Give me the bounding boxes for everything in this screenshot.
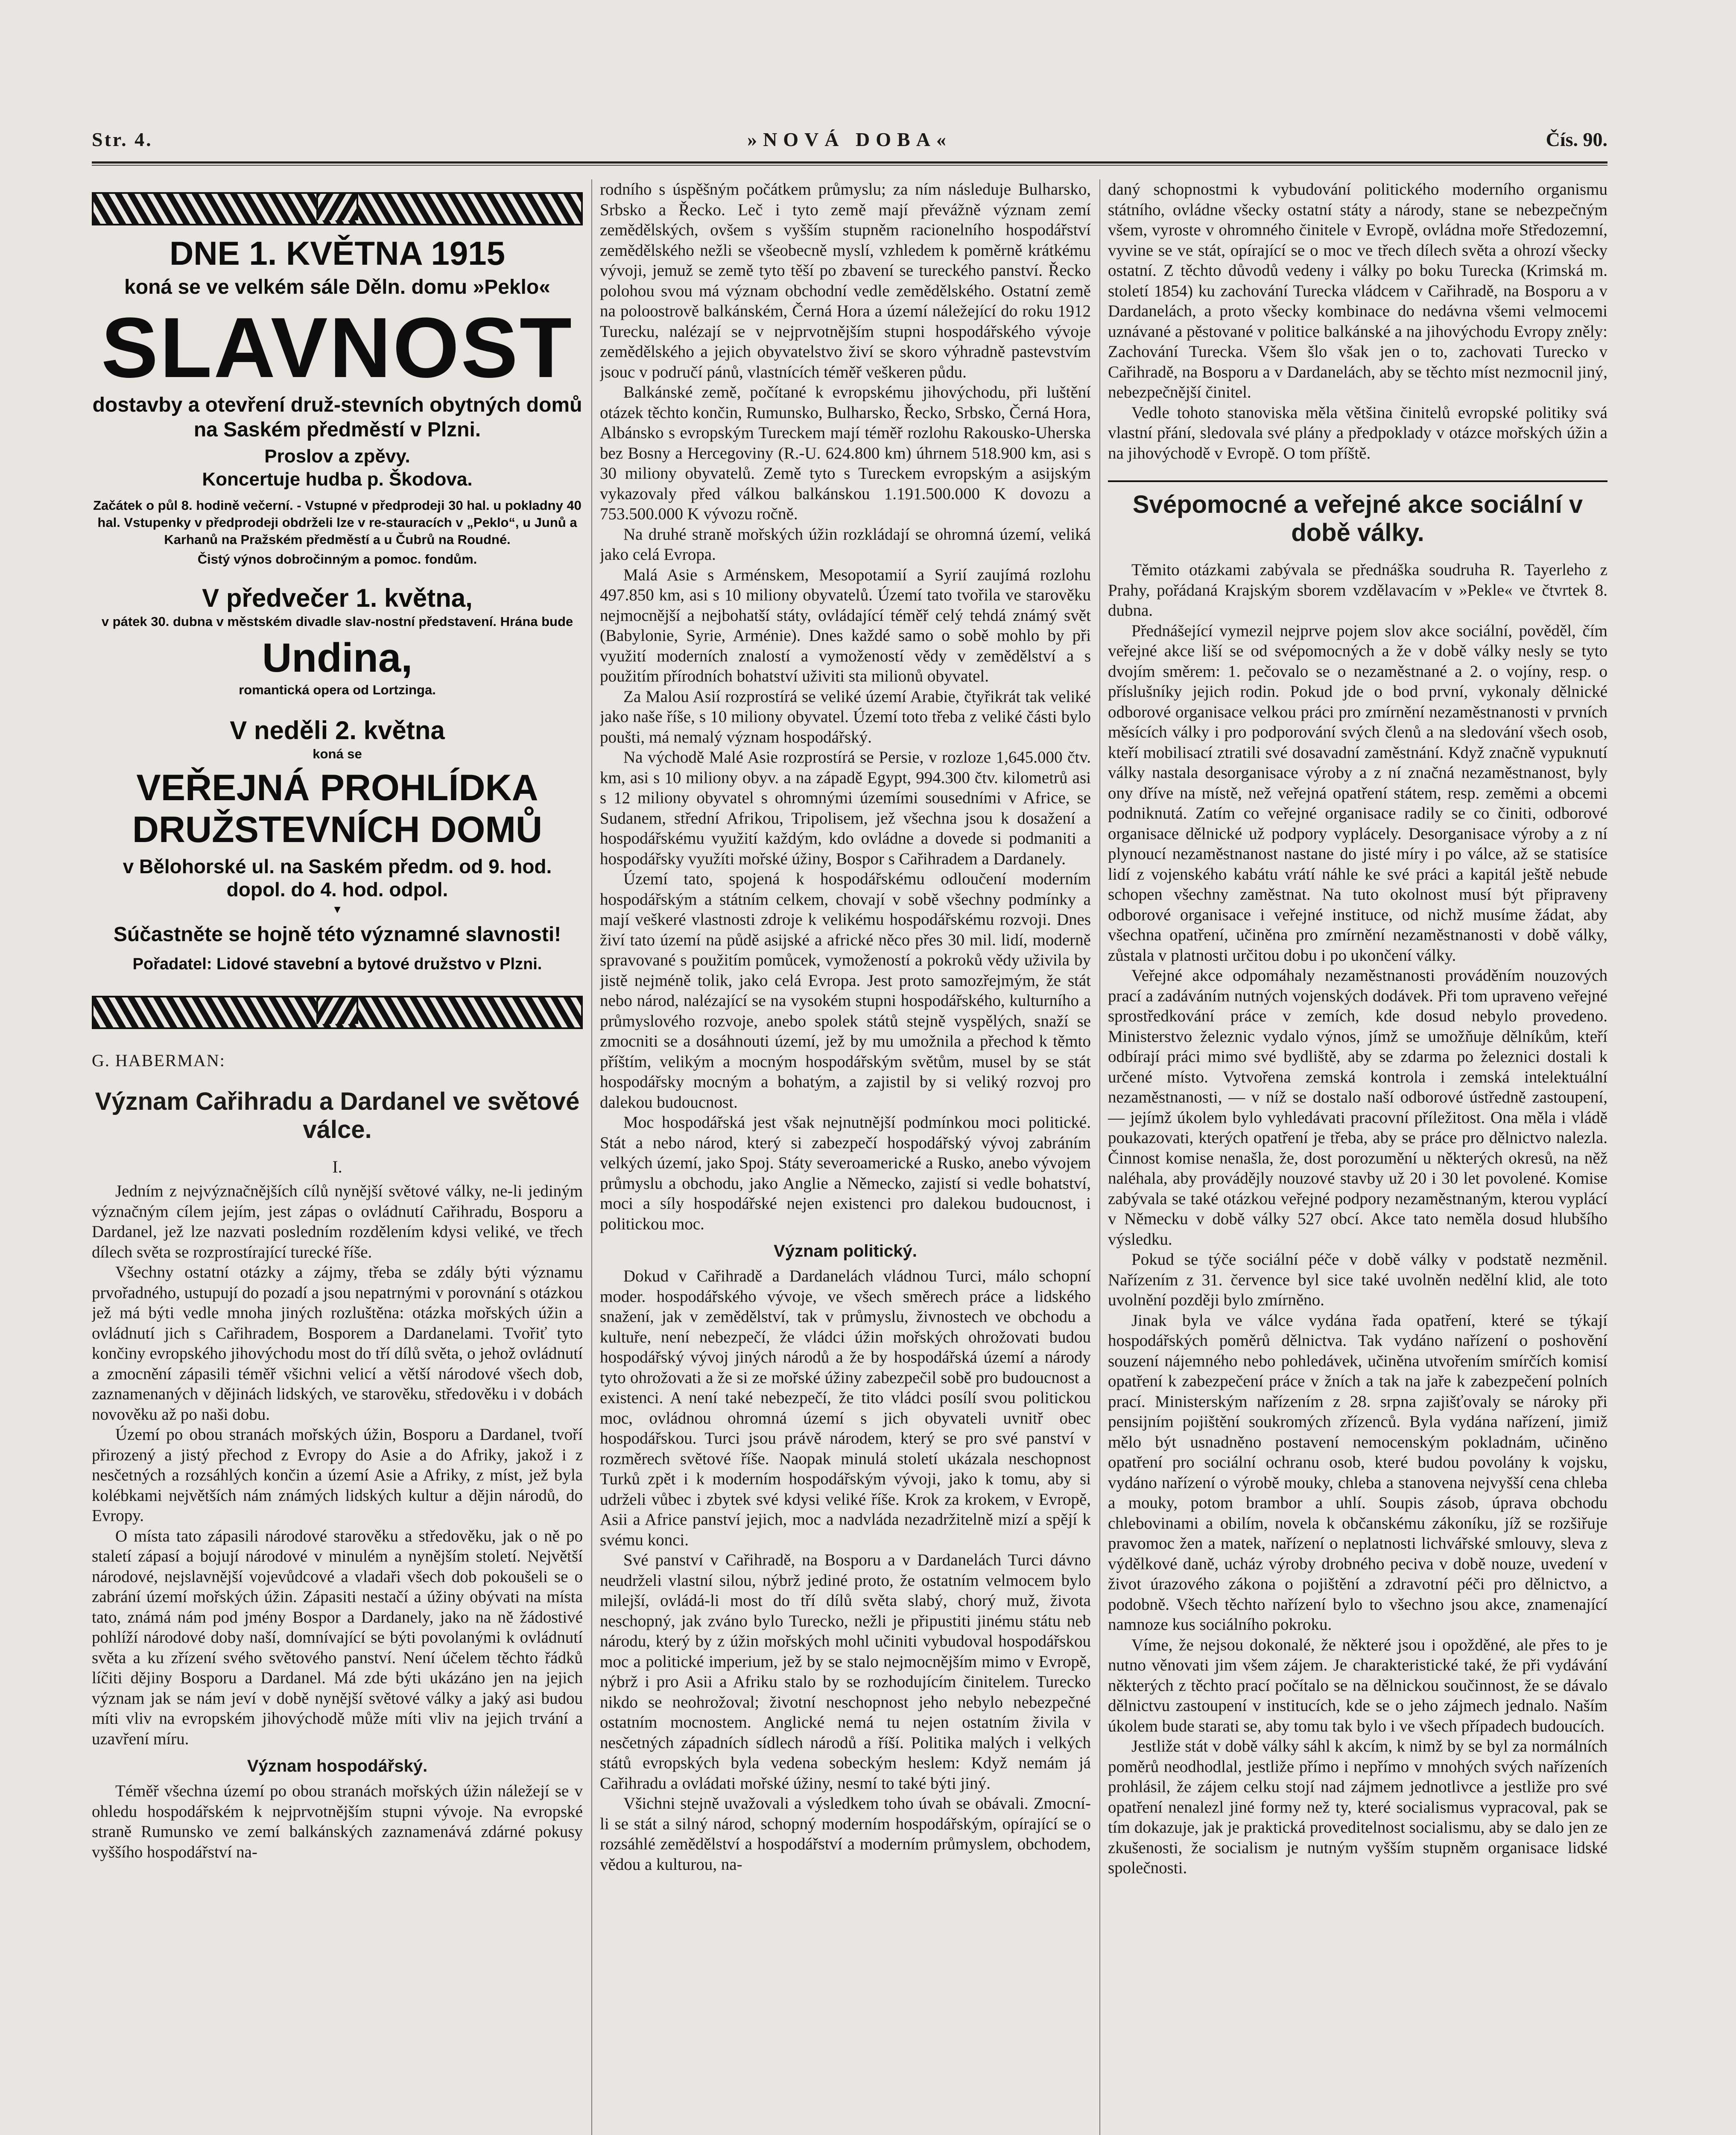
ad-location: v Bělohorské ul. na Saském předm. od 9. hod. dopol. do 4. hod. odpol. <box>123 855 552 901</box>
article-separator <box>1108 480 1607 482</box>
ad-opera-subtitle: romantická opera od Lortzinga. <box>239 682 436 697</box>
paragraph: Vedle tohoto stanoviska měla většina činitelů evropské politiky svá vlastní přání, sledovala své plány a předpoklady v otázce mořských úžin a na jihovýchodě v Evropě. O tom příště. <box>1108 403 1607 462</box>
ad-ornament: ▾ <box>334 902 341 916</box>
ad-eve-text: v pátek 30. dubna v městském divadle slav-nostní představení. Hrána bude <box>101 614 573 629</box>
paragraph: Moc hospodářská jest však nejnutnější podmínkou moci politické. Stát a nebo národ, který si zabezpečí hospodářský vývoj zabráním velkých území, jako Spoj. Státy severoamerické a Rusko, anebo vývojem průmyslu a obchodu, jako Anglie a Německo, zajistí si vedle bohatství, moci a síly hospodářské nejen existenci pro dalekou budoucnost, i politickou moc. <box>600 1113 1091 1233</box>
paragraph: Na druhé straně mořských úžin rozkládají se ohromná území, veliká jako celá Evropa. <box>600 525 1091 564</box>
column-divider <box>1099 179 1100 2135</box>
paragraph: Balkánské země, počítané k evropskému jihovýchodu, při luštění otázek těchto končin, Rumunsko, Bulharsko, Řecko, Srbsko, Černá Hora, Albánsko s evropským Tureckem mají téměř rozlohu Rakousko-Uherska bez Bosny a Hercegoviny (R.-U. 624.800 km) úhrnem 518.900 km, asi s 30 miliony obyvatelů. Země tyto s Tureckem evropským a asijským vykazovaly před válkou balkánskou 1.191.500.000 K dovozu a 753.500.000 K vývozu ročně. <box>600 383 1091 523</box>
ad-purpose: dostavby a otevření druž-stevních obytných domů na Saském předměstí v Plzni. <box>92 394 582 441</box>
ad-opera: Undina, <box>262 635 412 681</box>
paragraph: Za Malou Asií rozprostírá se veliké území Arabie, čtyřikrát tak veliké jako naše říše, s 10 miliony obyvatel. Území toto třeba z veliké části bylo poušti, má nemalý význam hospodářský. <box>600 687 1091 746</box>
column-1 <box>92 179 583 2135</box>
header-rule-thin <box>92 165 1607 166</box>
ad-inspection: VEŘEJNÁ PROHLÍDKA DRUŽSTEVNÍCH DOMŮ <box>132 767 543 850</box>
ad-info: Začátek o půl 8. hodině večerní. - Vstupné v předprodeji 30 hal. u pokladny 40 hal. Vstupenky v předprodeji obdrželi lze v re-stauracích v „Peklo“, u Junů a Karhanů na Pražském předměstí a u Čubrů na Roudné. <box>93 498 582 547</box>
paragraph: Pokud se týče sociální péče v době války v podstatě nezměnil. Nařízením z 31. července byl sice také uvolněn nedělní klid, ale toto uvolnění později bylo zmírněno. <box>1108 1250 1607 1309</box>
page-number: Str. 4. <box>92 129 153 150</box>
header-rule <box>92 161 1607 164</box>
subheading: Význam politický. <box>774 1242 917 1261</box>
paragraph: Všichni stejně uvažovali a výsledkem toho úvah se obávali. Zmocní-li se stát a silný národ, schopný moderním hospodářským, opírající se o rozsáhlé zemědělství a hospodářství a moderním průmyslem, obchodem, vědou a kulturou, na- <box>600 1794 1091 1874</box>
ad-venue: koná se ve velkém sále Děln. domu »Peklo« <box>124 276 550 298</box>
subheading: Význam hospodářský. <box>247 1757 428 1775</box>
ad-call: Súčastněte se hojně této významné slavnosti! <box>113 923 561 946</box>
paragraph: Téměř všechna území po obou stranách mořských úžin náležejí se v ohledu hospodářském k nejprvotnějším stupni vývoje. Na evropské straně Rumunsko ve zemí balkánských zaznamenává zdárné pokusy vyššího hospodářství na- <box>92 1782 583 1861</box>
paragraph: Území tato, spojená k hospodářskému odloučení moderním hospodářským a státním celkem, chovají v sobě všechny podmínky a mají veškeré vlastnosti zdroje k velikému hospodářskému rozvoji. Dnes živí tato území na půdě asijské a africké něco přes 30 mil. lidí, moderně spravované s použitím pomůcek, vymožeností a pokroků vědy uživila by jistě nejméně tolik, jako celá Evropa. Jest proto samozřejmým, že stát nebo národ, nalézající se na vysokém stupni hospodářského, kulturního a průmyslového rozvoje, anebo spolek států stejně vyspělých, snaží se zmocniti se a dosáhnouti území, jež by mu umožnila a přechod k těmto příštím, velikým a mocným hospodářským světům, musel by se stát hospodářsky mocným a bohatým, a zajistil by si veliký rozvoj pro dalekou budoucnost. <box>600 870 1091 1111</box>
ad-music: Koncertuje hudba p. Škodova. <box>202 469 473 490</box>
ad-speech: Proslov a zpěvy. <box>264 446 410 467</box>
ad-sunday-text: koná se <box>313 746 362 761</box>
article-title: Význam Cařihradu a Dardanel ve světové válce. <box>95 1088 580 1144</box>
paragraph: daný schopnostmi k vybudování politického moderního organismu státního, ovládne všecky ostatní státy a národy, stane se nebezpečným všem, vyroste v ohromného činitele v Evropě, ovládna moře Středozemní, vyvine se ve stát, opírající se o moc ve třech dílech světa a ohrozí všecky ostatní. Z těchto důvodů vedeny i války po boku Turecka (Krimská m. století 1854) ku zachování Turecka vládcem v Cařihradě, na Bosporu a v Dardanelách, a proto všecky kombinace do nedávna všemi velmocemi uznávané a pěstované v politice balkánské a na jihovýchodu Evropy zněly: Zachování Turecka. Všem šlo však jen o to, zachovati Turecko v Cařihradě, na Bosporu a v Dardanelách, aby se těchto míst nezmocnil jiný, nebezpečnější činitel. <box>1108 180 1607 401</box>
paragraph: Jestliže stát v době války sáhl k akcím, k nimž by se byl za normálních poměrů neodhodlal, jestliže přímo i nepřímo v mnohých svých nařízeních prohlásil, že zájem celku stojí nad zájmem jednotlivce a jestliže pro své opatření nenalezl jiné formy než ty, které socialismus vypracoval, pak se tím dokazuje, jak je praktická proveditelnost socialismu, aby se dalo jen ze zkušenosti, že socialism je nutným vyšším stupněm organisace lidské společnosti. <box>1108 1737 1607 1877</box>
paragraph: Malá Asie s Arménskem, Mesopotamií a Syrií zaujímá rozlohu 497.850 km, asi s 10 miliony obyvatelů. Území tato tvořila ve starověku nejmocnější a nejbohatší státy, ovládající téměř celý tehdá známý svět (Babylonie, Syrie, Arménie). Dnes každé samo o sobě mohlo by při využití moderních znalostí a vymožeností vědy v zemědělství a s použitím přírodních bohatství uživiti sta milionů obyvatel. <box>600 565 1091 685</box>
article-body <box>92 1181 583 1862</box>
paragraph: Veřejné akce odpomáhaly nezaměstnanosti prováděním nouzových prací a zadáváním nutných vojenských dodávek. Při tom upraveno veřejné sprostředkování práce v zemích, kde dosud nebylo provedeno. Ministerstvo železnic vydalo výnos, jímž se umožňuje dělníkům, kteří odbírají práci mimo své bydliště, aby se zdarma po železnici dostali k určené místo. Vytvořena zemská kontrola i zemská intelektuální nezaměstnanosti, — v níž se dostalo naší odborové ústředně zastoupení, — jejímž úkolem bylo vyhledávati pracovní příležitost. Ona měla i vládě poukazovati, kterých opatření je třeba, aby se práce pro dělnictvo nalezla. Činnost komise nenašla, že, dost porozumění u některých okresů, na něž naléhala, aby provádějly nouzové stavby už 20 i 30 let povolené. Komise zabývala se také otázkou veřejné podpory nezaměstnaným, kterou vyplácí v Německu v době války 527 obcí. Akce tato neměla dosud hlubšího výsledku. <box>1108 966 1607 1249</box>
paragraph: rodního s úspěšným počátkem průmyslu; za ním následuje Bulharsko, Srbsko a Řecko. Leč i tyto země mají převážně význam zemí zemědělských, ovšem s vyšším stupněm racionelního hospodářství zemědělského nežli se všeobecně myslí, vzhledem k poměrně krátkému vývoji, jemuž se země tyto těší po zbavení se tureckého panství. Řecko polohou svou má význam obchodní vedle zemědělského. Ostatní země na poloostrově balkánském, Černá Hora a území náležející do roku 1912 Turecku, nalézají se v nejprvotnějším stupni hospodářského vývoje zemědělského a jejich obyvatelstvo živí se skoro výhradně pastevstvím jsouc v područí pánů, vlastnících téměř veškeren půdu. <box>600 180 1091 381</box>
event-advertisement <box>92 234 583 974</box>
column-divider <box>591 179 592 2135</box>
paragraph: Jedním z nejvýznačnějších cílů nynější světové války, ne-li jediným význačným cílem jejím, jest zápas o ovládnutí Cařihradu, Bosporu a Dardanel, jež lze nazvati posledním rozdělením kdysi veliké, ve třech dílech světa se rozprostírající turecké říše. <box>92 1182 583 1261</box>
ad-organizer: Pořadatel: Lidové stavební a bytové družstvo v Plzni. <box>132 955 542 973</box>
paragraph: Víme, že nejsou dokonalé, že některé jsou i opožděné, ale přes to je nutno věnovati jim všem zájem. Je charakteristické také, že při vydávání některých z těchto prací počítalo se na dělnickou součinnost, že se dávalo dělnictvu zastoupení v institucích, kde se o jeho zájmech jednalo. Naším úkolem bude starati se, aby tomu tak bylo i ve všech případech budoucích. <box>1108 1635 1607 1735</box>
decorative-border <box>92 192 583 225</box>
paragraph: Všechny ostatní otázky a zájmy, třeba se zdály býti významu prvořadného, ustupují do pozadí a jsou nepatrnými v porovnání s otázkou jež má býti vedle mnoha jiných rozluštěna: otázka mořských úžin a ovládnutí jich s Cařihradem, Bosporem a Dardanelami. Tvořiť tyto končiny evropského jihovýchodu most do tří dílů světa, o jehož ovládnutí a zmocnění zápasili téměř všichni velicí a větší národové všech dob, zaznamenaných v dějinách lidských, ve starověku, středověku i v dobách novověku až po naši dobu. <box>92 1263 583 1424</box>
column-2 <box>600 179 1091 2135</box>
article-author: G. HABERMAN: <box>92 1051 225 1070</box>
ad-main-title: SLAVNOST <box>101 300 574 395</box>
ad-eve-title: V předvečer 1. května, <box>202 584 473 612</box>
ad-sunday-title: V neděli 2. května <box>230 716 445 745</box>
ad-date: DNE 1. KVĚTNA 1915 <box>169 234 506 272</box>
paragraph: Těmito otázkami zabývala se přednáška soudruha R. Tayerleho z Prahy, pořádaná Krajským sborem vzdělavacím v »Pekle« ve čtvrtek 8. dubna. <box>1108 561 1607 620</box>
section-number: I. <box>332 1157 342 1176</box>
paragraph: Přednášející vymezil nejprve pojem slov akce sociální, pověděl, čím veřejné akce liší se od svépomocných a že v době války nesly se tyto dvojím směrem: 1. pečovalo se o nezaměstnané a 2. o vojíny, resp. o příslušníky jejich rodin. Pokud jde o bod první, vykonaly dělnické odborové organisace velkou práci pro zmírnění nezaměstnanosti v prvních měsících války i pro podporování svých členů a na sledování všech osob, kteří mobilisací ztratili své dosavadní zaměstnání. Když značně vypuknutí války nastala desorganisace výroby a z ní značná nezaměstnanost, byly ony dříve na místě, než veřejná opatření státem, resp. zeměmi a obcemi podniknutá. Zatím co veřejné organisace radily se co činiti, odborové organisace dělnické už podpory vyplácely. Desorganisace výroby a z ní plynoucí nezaměstnanost nastane do jisté míry i po válce, až se statisíce lidí z vojenského kabátu vrátí náhle ke své práci a kapitál ještě nebude schopen všechny zaměstnat. Na tuto okolnost musí být připraveny odborové organisace i veřejné instituce, od nichž musíme žádat, aby všechna opatření, učiněna pro zmírnění nezaměstnanosti v době války, zůstala v platnosti určitou dobu i po ukončení války. <box>1108 621 1607 965</box>
paragraph: Území po obou stranách mořských úžin, Bosporu a Dardanel, tvoří přirozený a jistý přechod z Evropy do Asie a do Afriky, jakož i z nesčetných a rozsáhlých končin a území Asie a Afriky, z míst, jež byla kolébkami největších nám známých lidských kultur a dějin národů, do Evropy. <box>92 1425 583 1525</box>
paragraph: Dokud v Cařihradě a Dardanelách vládnou Turci, málo schopní moder. hospodářského vývoje, ve všech směrech práce a lidského snažení, jak v zemědělství, tak v průmyslu, živnostech ve obchodu a kultuře, není nebezpečí, že vládci úžin mořských ohrožovati budou hospodářský vývoj jiných národů a že by hospodářská území a národy tyto ohrožovati a že si ze mořské úžiny zabezpečil sobě pro budoucnost a existenci. A není také nebezpečí, že tito vládci posílí svou politickou moc, ovládnou ohromná území s jich obyvateli uvnitř obec hospodářskou. Turci jsou právě národem, který se pro své panství v rozměrech světové říše. Naopak minulá století ukázala neschopnost Turků zpět i k moderním hospodářským vývoji, jako k tomu, aby si udrželi vůbec i zbytek své kdysi veliké říše. Krok za krokem, v Evropě, Asii a Africe panství jejich, moc a nadvláda nezadržitelně mizí a spějí k svému konci. <box>600 1267 1091 1549</box>
column-3 <box>1108 179 1607 2135</box>
paragraph: Jinak byla ve válce vydána řada opatření, které se týkají hospodářských poměrů dělnictva. Tak vydáno nařízení o poshovění souzení nájemného nebo pohledávek, učiněna utvořením smírčích komisí opatření k zabezpečení práce v žních a tak na jaře k zabezpečení polních prací. Ministerským nařízením z 28. srpna zajišťovaly se nároky při pensijním pojištění soukromých zřízenců. Byla vydána nařízení, jimiž mělo být usnadněno postavení nemocenským pokladnám, učiněno opatření pro sociální ochranu osob, které budou povolány k vojsku, vydáno nařízení o výrobě mouky, chleba a stanovena nejvyšší cena chleba a mouky, potom brambor a uhlí. Soupis zásob, úprava obchodu chlebovinami a obilím, novela k občanskému zákoníku, jíž se rozšiřuje pravomoc žen a matek, nařízení o neplatnosti lichvářské smlouvy, sleva z výdělkové daně, ucház výroby drobného peciva v době nouze, uvedení v život úrazového zákona o pojištění a zdravotní péči pro dělnictvo, a podobně. Všech těchto nařízení bylo to všechno jsou akce, znamenající namnoze kus sociálního pokroku. <box>1108 1311 1607 1634</box>
newspaper-title: »NOVÁ DOBA« <box>747 129 952 150</box>
paragraph: Na východě Malé Asie rozprostírá se Persie, v rozloze 1,645.000 čtv. km, asi s 10 miliony obyv. a na západě Egypt, 994.300 čtv. kilometrů asi s 12 miliony obyvatel s ohromnými územími sousedními v Africe, se Sudanem, střední Afrikou, Tripolisem, jež všechna jsou k dosažení a hospodářskému využití každým, kdo ovládne a dovede si podmaniti a hospodářsky využíti mořské úžiny, Bospor s Cařihradem a Dardanely. <box>600 748 1091 868</box>
paragraph: Své panství v Cařihradě, na Bosporu a v Dardanelách Turci dávno neudrželi vlastní silou, nýbrž jediné proto, že ostatním velmocem bylo milejší, ovládá-li most do tří dílů světa slabý, chorý muž, života neschopný, jak zváno bylo Turecko, nežli je připustiti jinému státu neb národu, který by z úžin mořských mohl učiniti vybudoval hospodářskou moc a politické imperium, jež by se stalo nejmocnějším mimo v Evropě, nýbrž i pro Asii a Afriku stalo by se rozhodujícím činitelem. Turecko nikdo se neohrožoval; životní neschopnost jeho nebylo nebezpečné ostatním mocnostem. Anglické nemá tu nejen ostatním živila v nesčetných západních sídlech národů a říší. Politika malých i velkých států evropských byla vedena sobeckým heslem: Když nemám já Cařihradu a ovládati mořské úžiny, nesmí to také býti jiný. <box>600 1551 1091 1793</box>
page-header <box>92 128 1607 162</box>
ad-proceeds: Čistý výnos dobročinným a pomoc. fondům. <box>197 552 477 567</box>
article-title: Svépomocné a veřejné akce sociální v době války. <box>1132 491 1583 547</box>
decorative-border <box>92 996 583 1029</box>
paragraph: O místa tato zápasili národové starověku a středověku, jak o ně po staletí zápasí a bojují národové v minulém a nynějším století. Největší národové, nejslavnější vojevůdcové a vladaři všech dob pokoušeli se o zabrání území mořských úžin. Zápasiti nestačí a úžiny obývati na místa tato, známá nám pod jmény Bospor a Dardanely, jako na ně žádostivé pohlíží národové doby naší, domnívající se býti povolanými k ovládnutí světa a ku zřízení svého světového panství. Není účelem těchto řádků líčiti dějiny Bosporu a Dardanel. Má zde býti ukázáno jen na jejich význam jak se nám jeví v době nynější světové války a jaký asi budou míti vliv na evropském jihovýchodě může míti vliv na jejich trvání a uzavření míru. <box>92 1527 583 1748</box>
issue-number: Čís. 90. <box>1546 129 1607 150</box>
